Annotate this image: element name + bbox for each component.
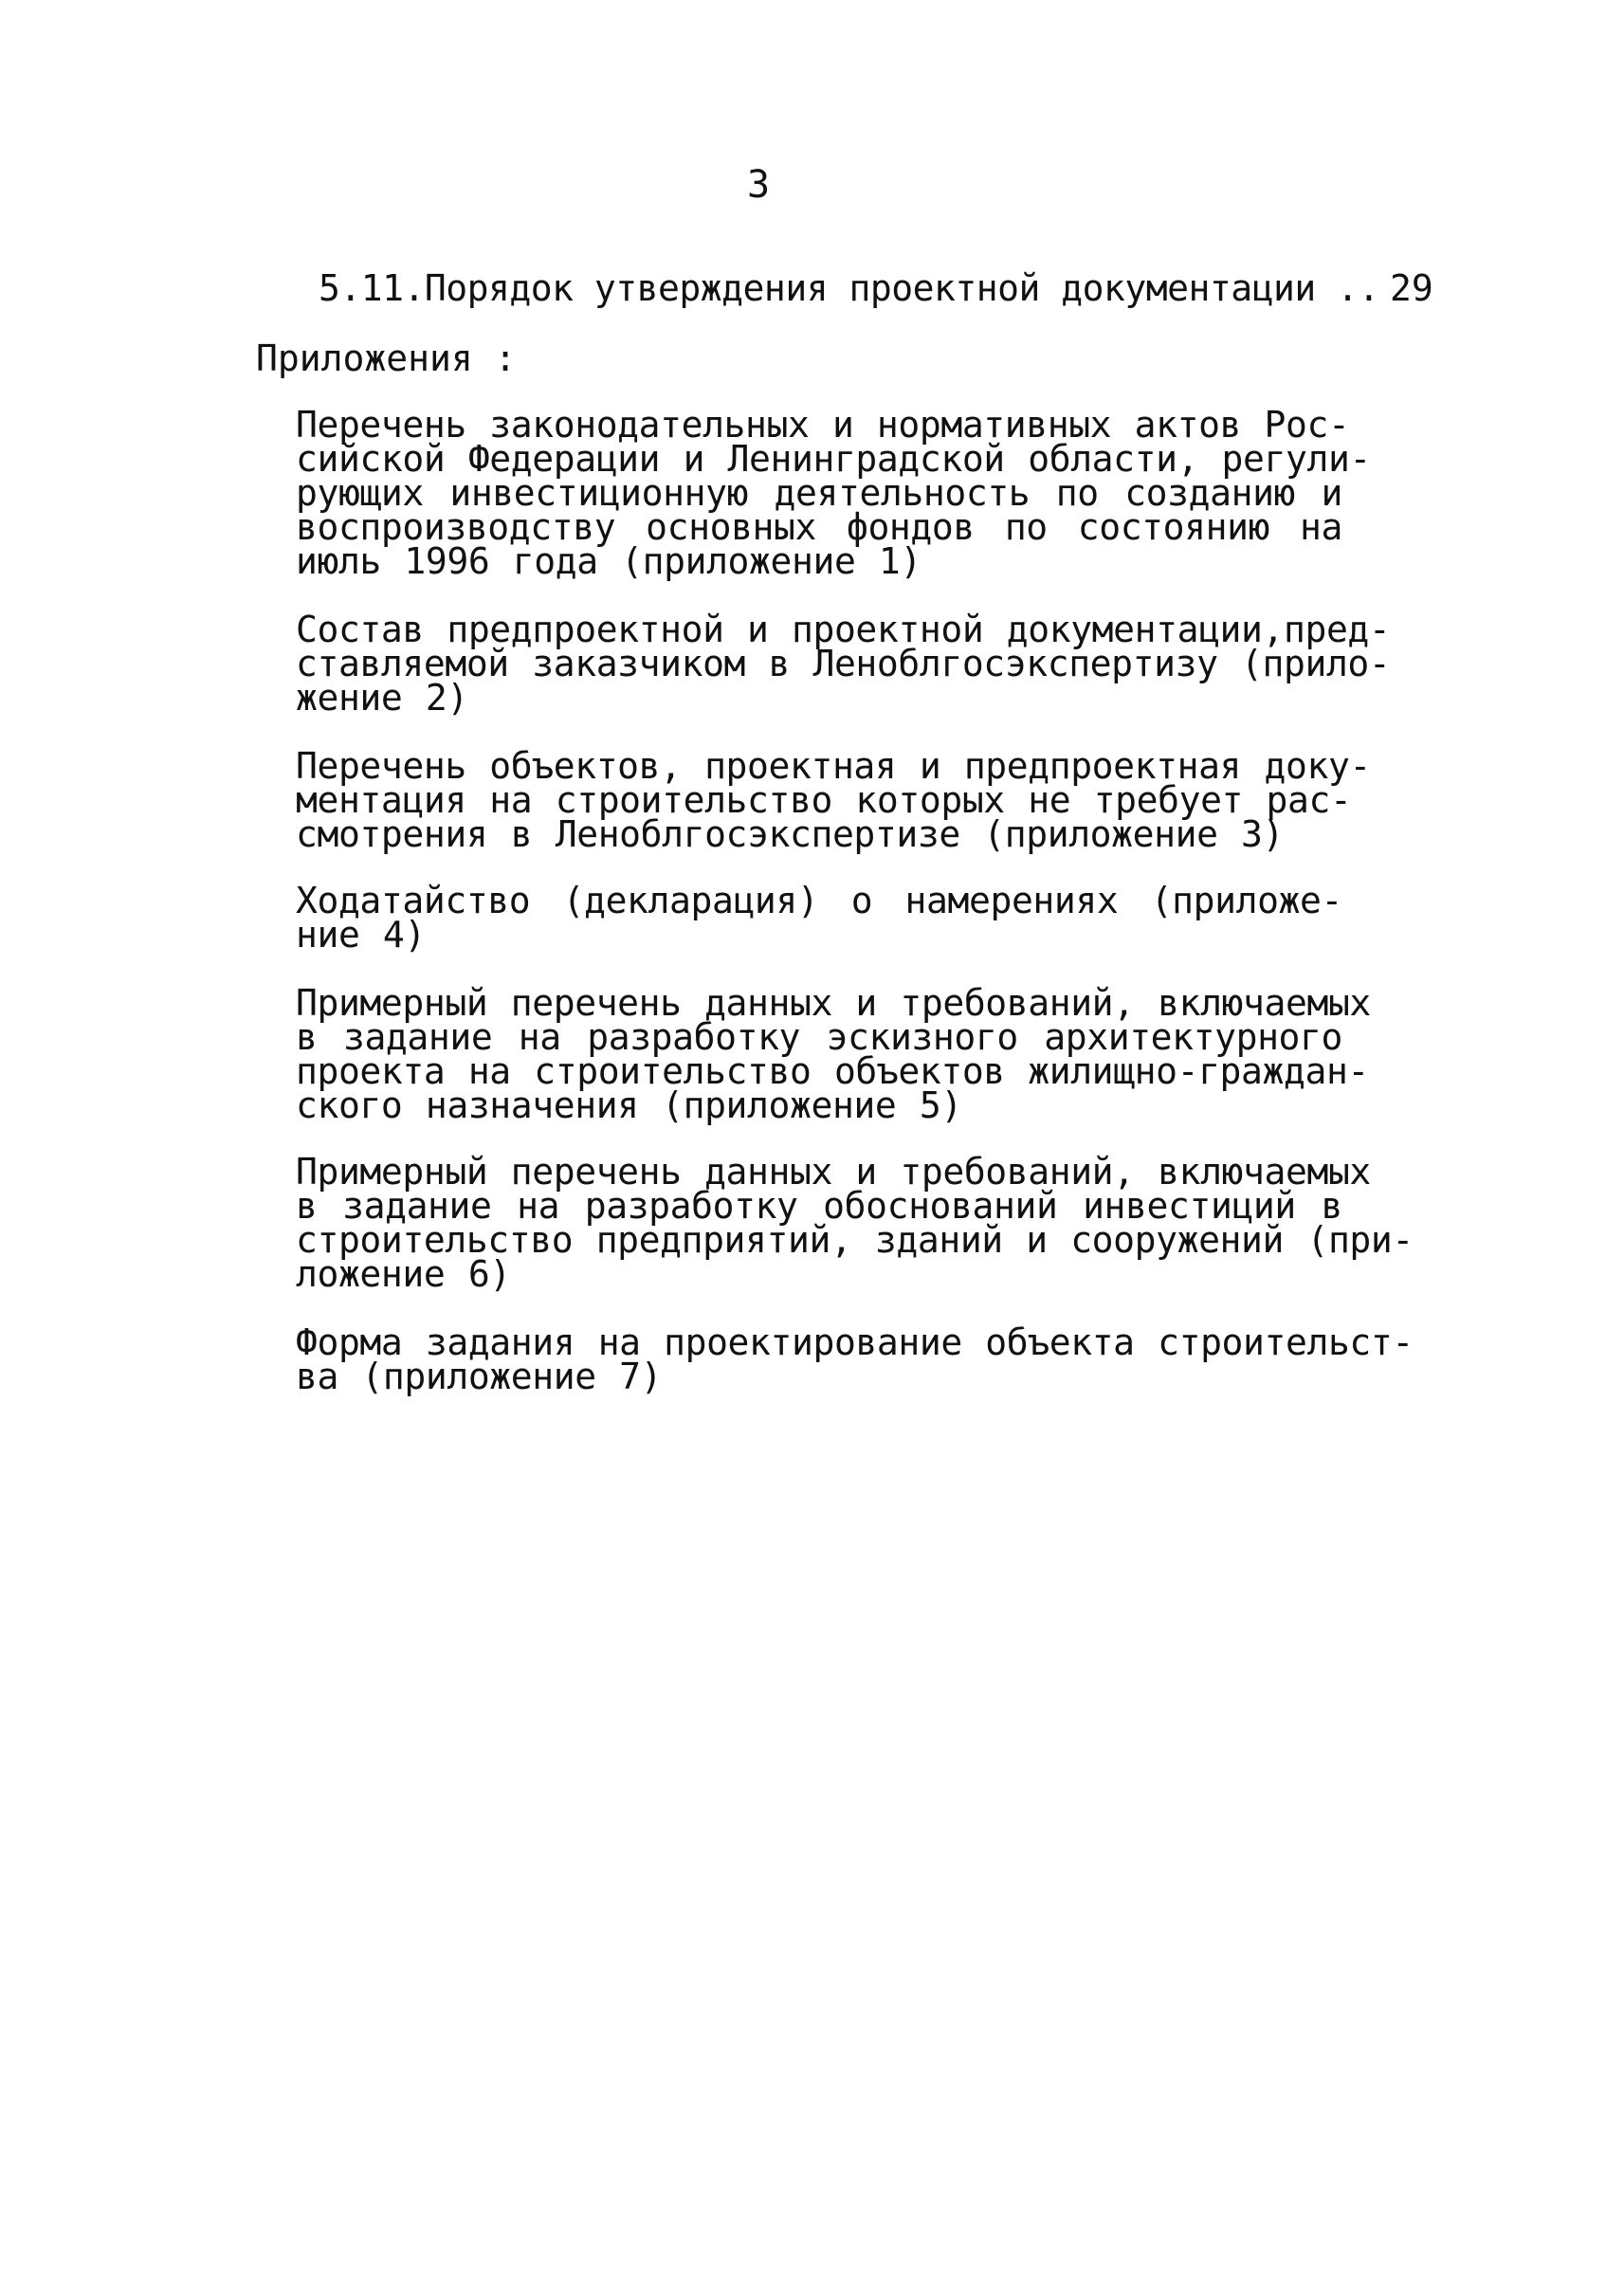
appendix-line: в задание на разработку эскизного архитектурного bbox=[296, 1016, 1342, 1058]
appendix-item-7 bbox=[296, 1321, 1414, 1397]
appendix-line: рующих инвестиционную деятельность по созданию и bbox=[296, 472, 1342, 514]
appendix-line: июль 1996 года (приложение 1) bbox=[296, 540, 921, 582]
appendix-item-1 bbox=[296, 404, 1371, 582]
appendix-line: ставляемой заказчиком в Леноблгосэкспертизу (прило- bbox=[296, 643, 1391, 684]
appendix-line: сийской Федерации и Ленинградской области, регули- bbox=[296, 438, 1371, 480]
appendix-item-3 bbox=[296, 745, 1371, 855]
appendix-line: ментация на строительство которых не требует рас- bbox=[296, 779, 1352, 821]
appendix-line: Состав предпроектной и проектной документации,пред- bbox=[296, 609, 1391, 650]
appendix-line: ние 4) bbox=[296, 914, 426, 956]
appendix-item-6 bbox=[296, 1151, 1414, 1295]
appendix-line: ложение 6) bbox=[296, 1253, 511, 1295]
appendix-item-5 bbox=[296, 982, 1371, 1126]
appendix-line: Примерный перечень данных и требований, включаемых bbox=[296, 982, 1371, 1024]
toc-entry-text: 5.11.Порядок утверждения проектной документации .. bbox=[319, 267, 1379, 309]
appendix-line: в задание на разработку обоснований инвестиций в bbox=[296, 1185, 1342, 1227]
toc-entry-page: 29 bbox=[1390, 267, 1433, 309]
appendix-line: строительство предприятий, зданий и сооружений (при- bbox=[296, 1219, 1414, 1261]
appendix-line: воспроизводству основных фондов по состоянию на bbox=[296, 506, 1342, 548]
appendix-line: жение 2) bbox=[296, 677, 468, 719]
appendix-line: ва (приложение 7) bbox=[296, 1356, 663, 1397]
appendix-line: Перечень законодательных и нормативных актов Рос- bbox=[296, 404, 1350, 446]
appendix-line: проекта на строительство объектов жилищно-граждан- bbox=[296, 1050, 1369, 1092]
appendix-line: Форма задания на проектирование объекта строительст- bbox=[296, 1321, 1414, 1363]
appendix-item-4 bbox=[296, 880, 1342, 956]
appendix-line: Примерный перечень данных и требований, включаемых bbox=[296, 1151, 1371, 1193]
appendix-line: смотрения в Леноблгосэкспертизе (приложение 3) bbox=[296, 813, 1284, 855]
appendices-heading: Приложения : bbox=[256, 337, 517, 379]
appendix-item-2 bbox=[296, 609, 1391, 719]
appendix-line: ского назначения (приложение 5) bbox=[296, 1084, 962, 1126]
appendix-line: Ходатайство (декларация) о намерениях (приложе- bbox=[296, 880, 1342, 921]
appendix-line: Перечень объектов, проектная и предпроектная доку- bbox=[296, 745, 1371, 787]
page-number: 3 bbox=[746, 163, 771, 207]
